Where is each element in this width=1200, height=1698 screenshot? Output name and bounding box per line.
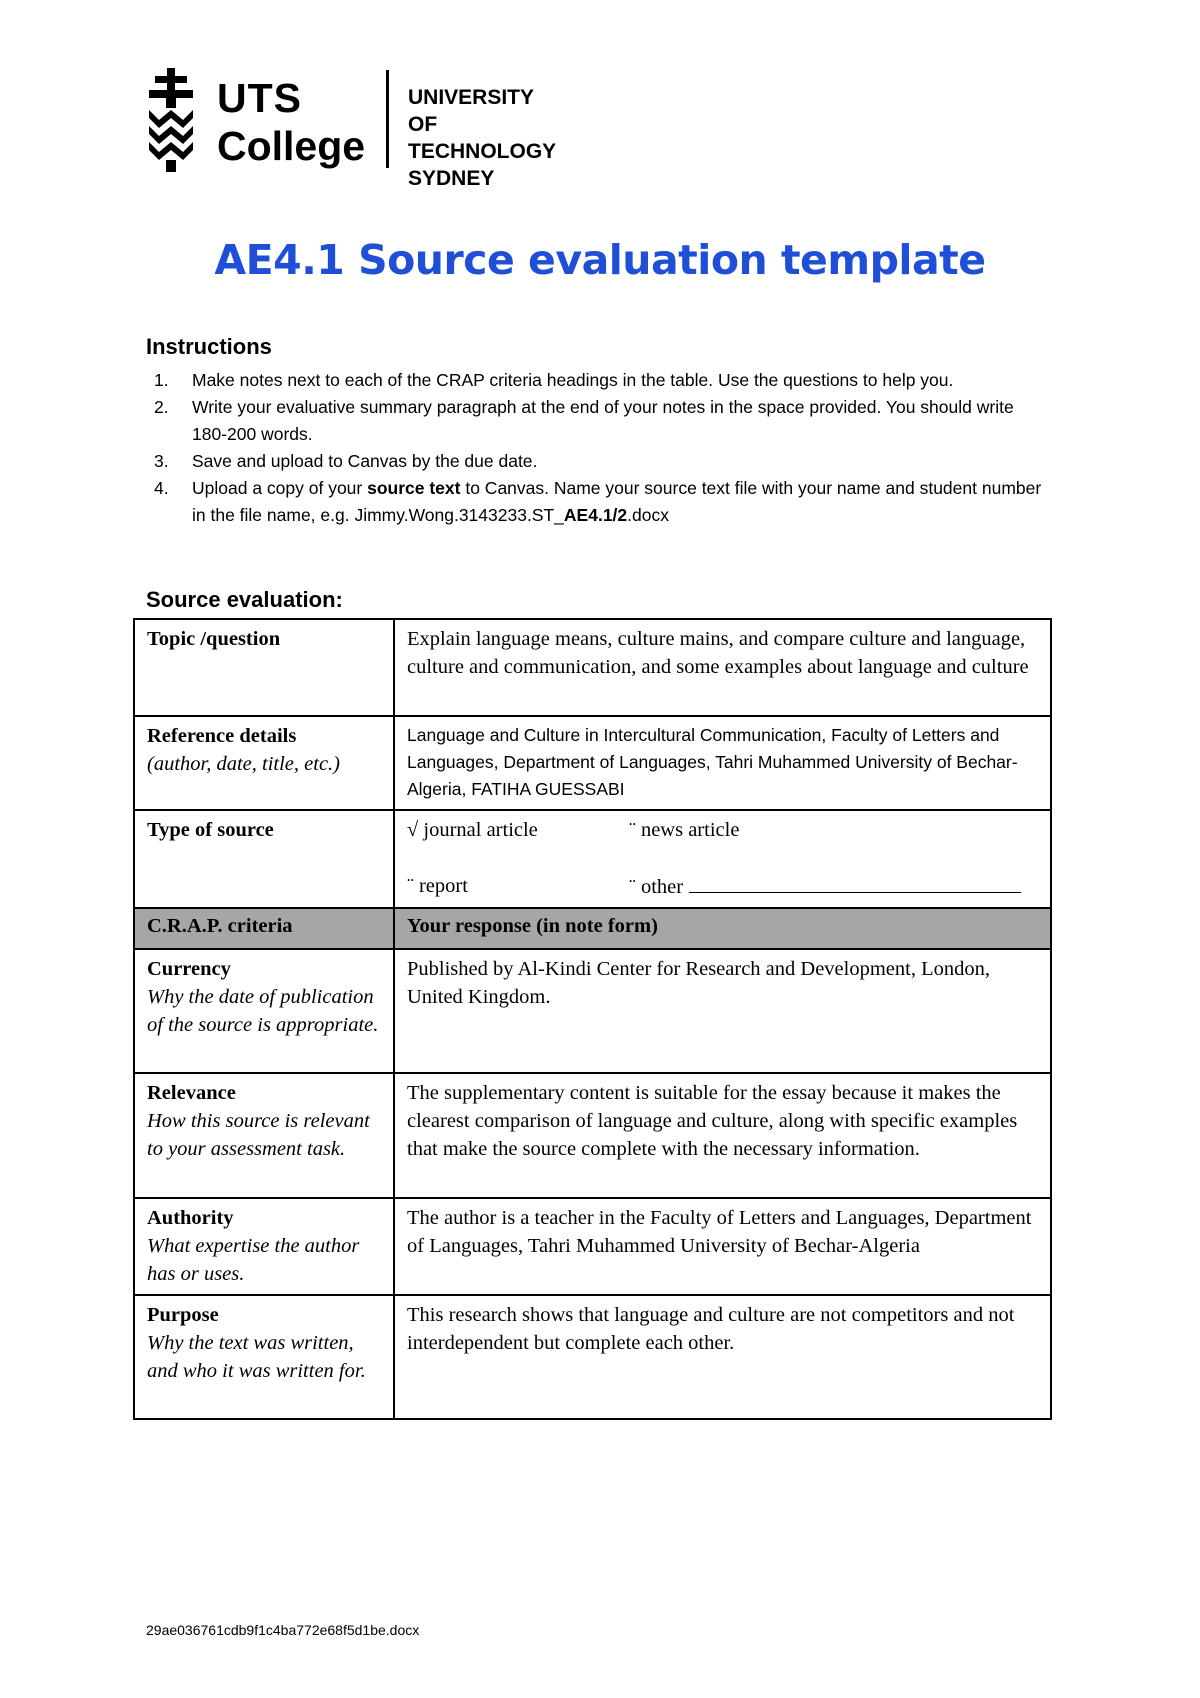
criterion-name: Relevance [147,1082,236,1104]
instructions-heading: Instructions [146,334,272,359]
option-other[interactable]: ¨ other [629,872,1040,901]
topic-label: Topic /question [147,628,281,650]
criterion-question: How this source is relevant to your assessment task. [147,1110,370,1160]
logo-line2: College [217,123,366,169]
criterion-response[interactable]: The author is a teacher in the Faculty of Letters and Languages, Department of Languages, Tahri Muhammed University of Bechar-Algeria [394,1198,1051,1295]
instructions-list [146,367,1046,529]
table-row-reference [134,716,1051,810]
source-evaluation-heading: Source evaluation: [146,587,343,612]
table-row-authority [134,1198,1051,1295]
reference-label: Reference details [147,725,297,747]
uts-line2: OF TECHNOLOGY [408,113,557,163]
other-blank-line[interactable] [689,872,1021,893]
topic-value[interactable]: Explain language means, culture mains, and compare culture and language, culture and communication, and some examples about language and culture [394,619,1051,716]
list-item: 4. Upload a copy of your source text to Canvas. Name your source text file with your name and student number in the file name, e.g. Jimmy.Wong.3143233.ST_AE4.1/2.docx [154,478,1042,525]
source-evaluation-table [133,618,1052,1420]
option-report[interactable]: ¨ report [407,875,468,897]
table-row-currency [134,949,1051,1073]
criterion-name: Currency [147,958,231,980]
criterion-question: What expertise the author has or uses. [147,1235,360,1285]
logo-divider [386,70,389,168]
table-row-topic [134,619,1051,716]
criterion-response[interactable]: This research shows that language and culture are not competitors and not interdependent but complete each other. [394,1295,1051,1419]
list-item: 2. Write your evaluative summary paragraph at the end of your notes in the space provided. You should write 180-200 words. [154,397,1014,444]
criterion-question: Why the date of publication of the source is appropriate. [147,986,379,1036]
criterion-response[interactable]: Published by Al-Kindi Center for Research and Development, London, United Kingdom. [394,949,1051,1073]
uts-line3: SYDNEY [408,167,495,190]
logo-line1: UTS [217,75,302,121]
criterion-response[interactable]: The supplementary content is suitable for the essay because it makes the clearest comparison of language and culture, along with specific examples that make the source complete with the necessary information. [394,1073,1051,1198]
criterion-name: Purpose [147,1304,219,1326]
college-wordmark [217,75,366,169]
criterion-name: Authority [147,1207,234,1229]
crap-col2-header: Your response (in note form) [394,908,1051,949]
source-type-options [407,816,1040,901]
reference-sublabel: (author, date, title, etc.) [147,753,340,775]
list-item: 1. Make notes next to each of the CRAP criteria headings in the table. Use the questions to help you. [154,370,954,390]
table-row-purpose [134,1295,1051,1419]
crap-col1-header: C.R.A.P. criteria [134,908,394,949]
option-news-article[interactable]: ¨ news article [629,819,740,841]
table-row-type [134,810,1051,908]
reference-value[interactable]: Language and Culture in Intercultural Communication, Faculty of Letters and Languages, Department of Languages, Tahri Muhammed University of Bechar-Algeria, FATIHA GUESSABI [394,716,1051,810]
option-journal-article[interactable]: √ journal article [407,819,538,841]
footer-filename: 29ae036761cdb9f1c4ba772e68f5d1be.docx [146,1622,420,1638]
uts-line1: UNIVERSITY [408,86,535,109]
crap-header-row [134,908,1051,949]
table-row-relevance [134,1073,1051,1198]
criterion-question: Why the text was written, and who it was written for. [147,1332,366,1382]
uts-wordmark [408,84,556,192]
page-title: AE4.1 Source evaluation template [214,236,986,284]
uts-college-logo-icon [145,68,197,172]
list-item: 3. Save and upload to Canvas by the due date. [154,451,538,471]
type-label: Type of source [147,819,274,841]
